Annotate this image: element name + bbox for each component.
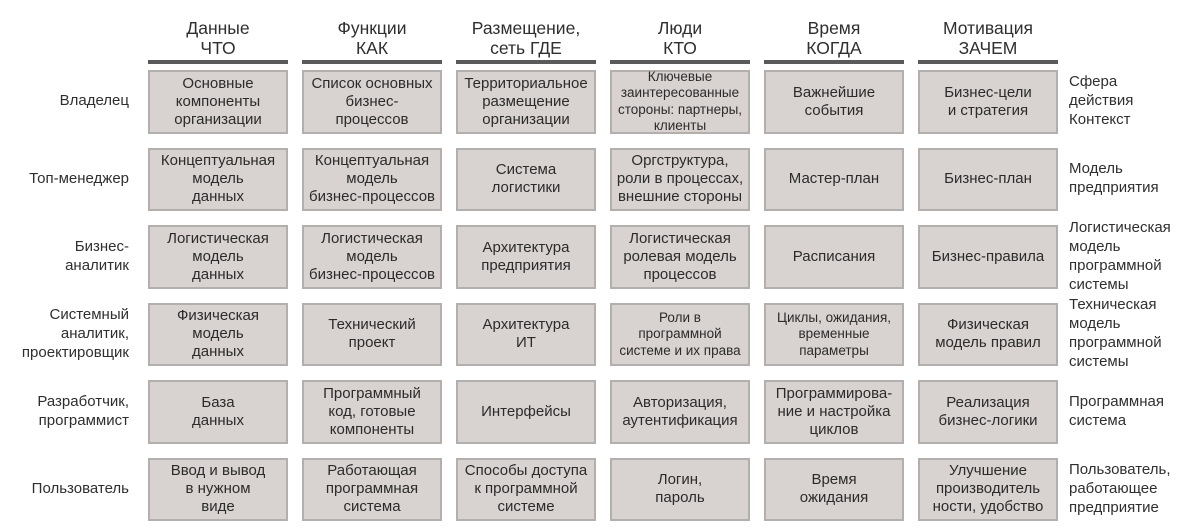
cell: [757, 450, 911, 528]
column-header-question: ЧТО: [200, 38, 236, 58]
cell: [141, 372, 295, 450]
cell: [757, 295, 911, 373]
cell-box: Время ожидания: [764, 458, 904, 522]
row-perspective-enterprise-model: Модель предприятия: [1069, 160, 1159, 197]
cell-box: Бизнес-цели и стратегия: [918, 70, 1058, 134]
cell-box: Физическая модель данных: [148, 303, 288, 367]
cell-box: Важнейшие события: [764, 70, 904, 134]
column-header-question: КОГДА: [806, 38, 862, 58]
cell: [449, 140, 603, 218]
row-label-top-manager: Топ-менеджер: [29, 169, 129, 187]
column-header-question: КТО: [663, 38, 697, 58]
cell: [295, 217, 449, 295]
cell: [141, 450, 295, 528]
row-perspective-software-system: Программная система: [1069, 392, 1164, 429]
cell-box: Технический проект: [302, 303, 442, 367]
cell: [295, 295, 449, 373]
cell: [603, 217, 757, 295]
cell: [141, 217, 295, 295]
cell: [449, 450, 603, 528]
cell: [911, 295, 1065, 373]
cell-box: Логин, пароль: [610, 458, 750, 522]
column-header-title: Время: [807, 18, 861, 38]
row-perspective-working-enterprise: Пользователь, работающее предприятие: [1069, 460, 1171, 516]
cell-box: Интерфейсы: [456, 380, 596, 444]
column-header-question: сеть ГДЕ: [490, 38, 562, 58]
cell: [603, 372, 757, 450]
cell-box: Концептуальная модель бизнес-процессов: [302, 148, 442, 212]
cell-box: Расписания: [764, 225, 904, 289]
column-header-time: [757, 0, 911, 62]
column-header-motivation: [911, 0, 1065, 62]
cell: [911, 450, 1065, 528]
cell: [911, 62, 1065, 140]
cell: [295, 62, 449, 140]
cell-box: Программирова- ние и настройка циклов: [764, 380, 904, 444]
cell-box: Логистическая модель данных: [148, 225, 288, 289]
cell: [449, 295, 603, 373]
cell-box: Основные компоненты организации: [148, 70, 288, 134]
row-perspective-technical-model: Техническая модель программной системы: [1069, 296, 1162, 371]
cell: [911, 217, 1065, 295]
cell-box: Архитектура ИТ: [456, 303, 596, 367]
cell: [295, 140, 449, 218]
cell-box: Логистическая ролевая модель процессов: [610, 225, 750, 289]
cell: [603, 140, 757, 218]
cell: [757, 217, 911, 295]
column-header-title: Данные: [186, 18, 250, 38]
column-header-question: КАК: [355, 38, 389, 58]
cell-box: База данных: [148, 380, 288, 444]
cell: [295, 450, 449, 528]
row-perspective-scope: Сфера действия Контекст: [1069, 73, 1134, 129]
cell-box: Авторизация, аутентификация: [610, 380, 750, 444]
column-header-network: [449, 0, 603, 62]
column-header-title: Мотивация: [942, 18, 1034, 38]
header-right-empty: [1065, 0, 1185, 62]
cell-box: Программный код, готовые компоненты: [302, 380, 442, 444]
cell-box: Концептуальная модель данных: [148, 148, 288, 212]
cell-box: Роли в программной системе и их права: [610, 303, 750, 367]
cell: [757, 62, 911, 140]
cell-box: Логистическая модель бизнес-процессов: [302, 225, 442, 289]
column-header-title: Размещение,: [471, 18, 581, 38]
cell-box: Архитектура предприятия: [456, 225, 596, 289]
cell: [295, 372, 449, 450]
cell: [141, 295, 295, 373]
cell-box: Реализация бизнес-логики: [918, 380, 1058, 444]
cell: [449, 372, 603, 450]
cell-box: Ключевые заинтересованные стороны: партнеры, клиенты: [610, 70, 750, 134]
column-header-title: Функции: [337, 18, 407, 38]
row-perspective-logical-model: Логистическая модель программной системы: [1069, 218, 1171, 293]
cell: [911, 140, 1065, 218]
cell: [911, 372, 1065, 450]
cell: [757, 372, 911, 450]
cell-box: Работающая программная система: [302, 458, 442, 522]
cell-box: Система логистики: [456, 148, 596, 212]
cell-box: Оргструктура, роли в процессах, внешние стороны: [610, 148, 750, 212]
cell: [449, 217, 603, 295]
row-label-user: Пользователь: [31, 479, 129, 497]
cell-box: Ввод и вывод в нужном виде: [148, 458, 288, 522]
column-header-title: Люди: [657, 18, 703, 38]
column-header-functions: [295, 0, 449, 62]
cell-box: Бизнес-правила: [918, 225, 1058, 289]
column-header-question: ЗАЧЕМ: [958, 38, 1018, 58]
cell-box: Бизнес-план: [918, 148, 1058, 212]
cell-box: Физическая модель правил: [918, 303, 1058, 367]
row-label-owner: Владелец: [59, 92, 129, 110]
row-label-developer: Разработчик, программист: [37, 392, 129, 429]
cell: [603, 450, 757, 528]
column-header-data: [141, 0, 295, 62]
cell-box: Мастер-план: [764, 148, 904, 212]
cell: [141, 62, 295, 140]
column-header-people: [603, 0, 757, 62]
cell: [449, 62, 603, 140]
cell-box: Улучшение производитель ности, удобство: [918, 458, 1058, 522]
cell-box: Циклы, ожидания, временные параметры: [764, 303, 904, 367]
row-label-business-analyst: Бизнес- аналитик: [65, 237, 129, 274]
cell: [603, 295, 757, 373]
row-label-system-analyst: Системный аналитик, проектировщик: [21, 305, 129, 361]
cell: [141, 140, 295, 218]
cell-box: Способы доступа к программной системе: [456, 458, 596, 522]
corner-empty: [0, 0, 141, 62]
cell-box: Список основных бизнес- процессов: [302, 70, 442, 134]
cell: [757, 140, 911, 218]
cell-box: Территориальное размещение организации: [456, 70, 596, 134]
cell: [603, 62, 757, 140]
